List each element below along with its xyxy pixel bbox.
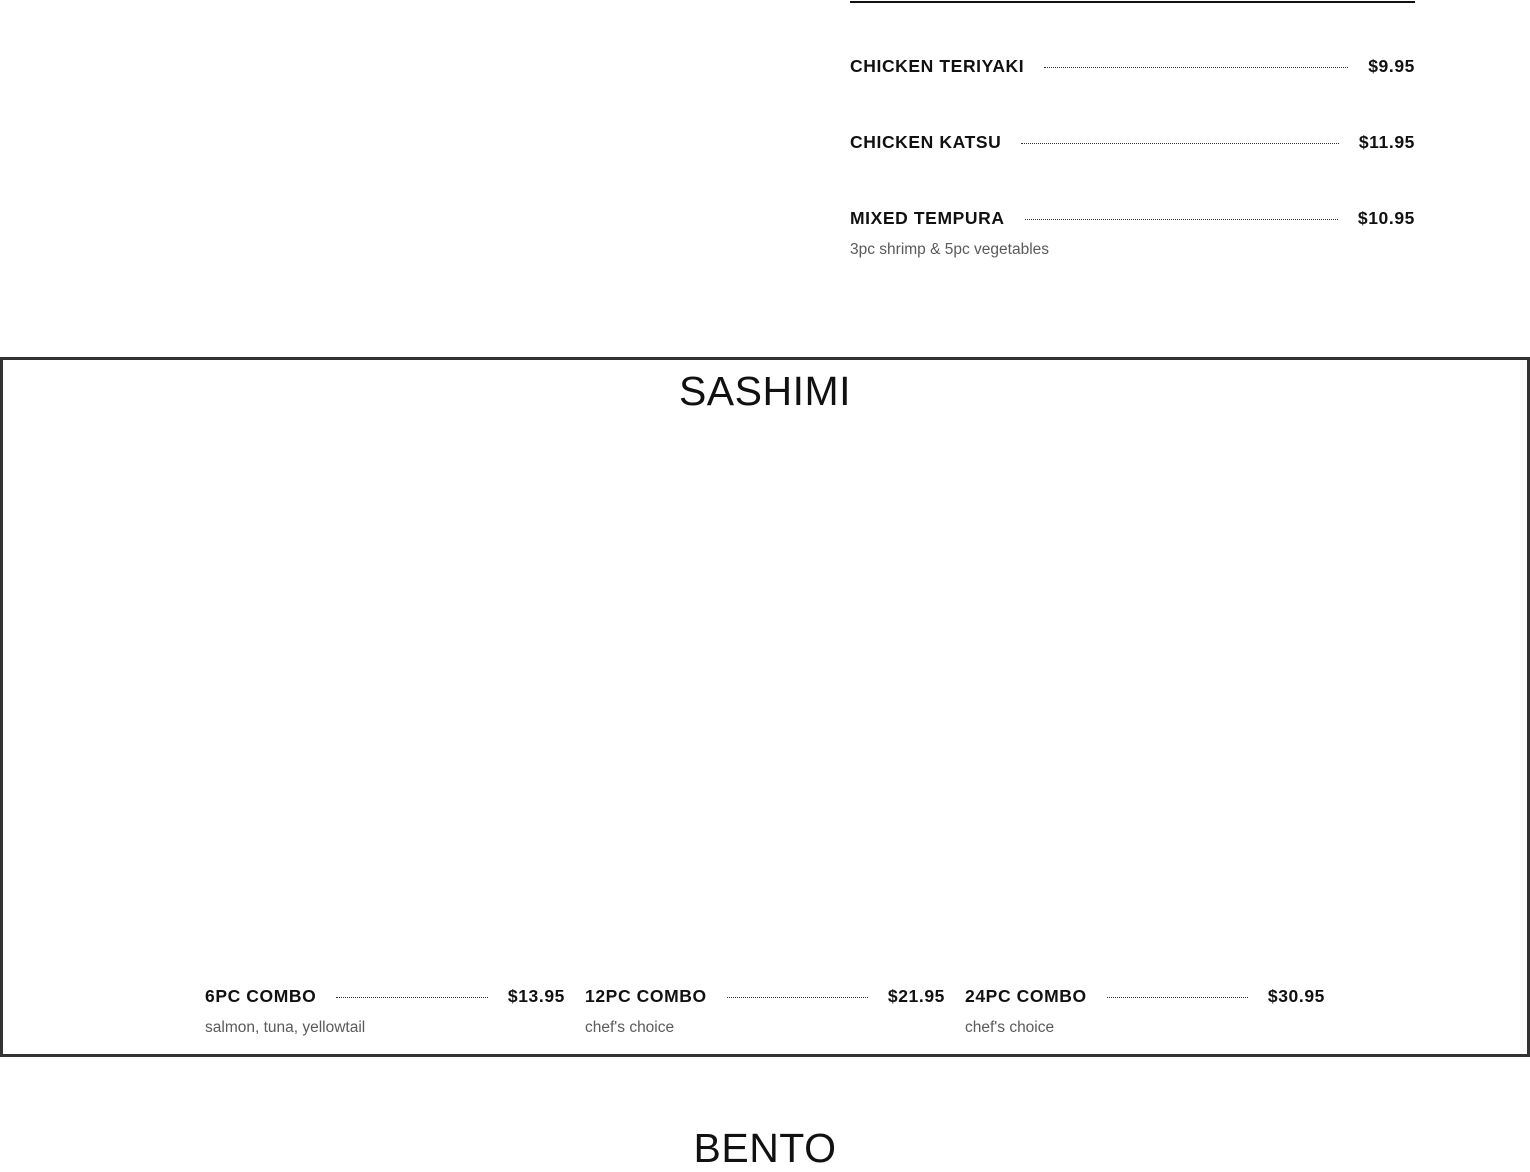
- menu-item-description: salmon, tuna, yellowtail: [205, 1019, 366, 1036]
- menu-item-name: 12PC COMBO: [585, 985, 707, 1006]
- menu-item-name: 6PC COMBO: [205, 985, 317, 1006]
- section-title: SASHIMI: [678, 368, 852, 414]
- dotted-leader: [1025, 219, 1338, 220]
- menu-item-row: [850, 206, 1415, 230]
- dotted-leader: [1021, 143, 1338, 144]
- menu-item-price: $10.95: [1357, 207, 1415, 228]
- menu-item: [850, 206, 1415, 259]
- menu-item-price: $11.95: [1358, 131, 1415, 152]
- section-divider: [850, 1, 1415, 3]
- menu-item-price: $21.95: [887, 985, 945, 1006]
- section-title: BENTO: [693, 1125, 837, 1171]
- menu-item: [850, 130, 1415, 154]
- sashimi-section: [0, 357, 1530, 1057]
- menu-item-price: $30.95: [1267, 985, 1325, 1006]
- menu-item-price: $9.95: [1368, 55, 1415, 76]
- dotted-leader: [727, 997, 868, 998]
- menu-item: [205, 984, 565, 1037]
- dotted-leader: [1044, 67, 1348, 68]
- sashimi-items: [205, 984, 1325, 1037]
- menu-item-row: [205, 984, 565, 1008]
- menu-item-name: 24PC COMBO: [965, 985, 1087, 1006]
- menu-item-row: [850, 54, 1415, 78]
- dotted-leader: [1107, 997, 1248, 998]
- menu-item-name: CHICKEN KATSU: [850, 131, 1002, 152]
- menu-item-description: chef's choice: [965, 1019, 1055, 1036]
- menu-item-row: [850, 130, 1415, 154]
- menu-item-name: CHICKEN TERIYAKI: [850, 55, 1025, 76]
- menu-item-row: [965, 984, 1325, 1008]
- menu-item: [850, 54, 1415, 78]
- menu-item-name: MIXED TEMPURA: [850, 207, 1005, 228]
- menu-item-row: [585, 984, 945, 1008]
- menu-item-price: $13.95: [507, 985, 565, 1006]
- menu-item: [585, 984, 945, 1037]
- menu-item-description: 3pc shrimp & 5pc vegetables: [850, 241, 1050, 258]
- menu-item-description: chef's choice: [585, 1019, 675, 1036]
- menu-list: [850, 54, 1415, 259]
- menu-item: [965, 984, 1325, 1037]
- dotted-leader: [336, 997, 487, 998]
